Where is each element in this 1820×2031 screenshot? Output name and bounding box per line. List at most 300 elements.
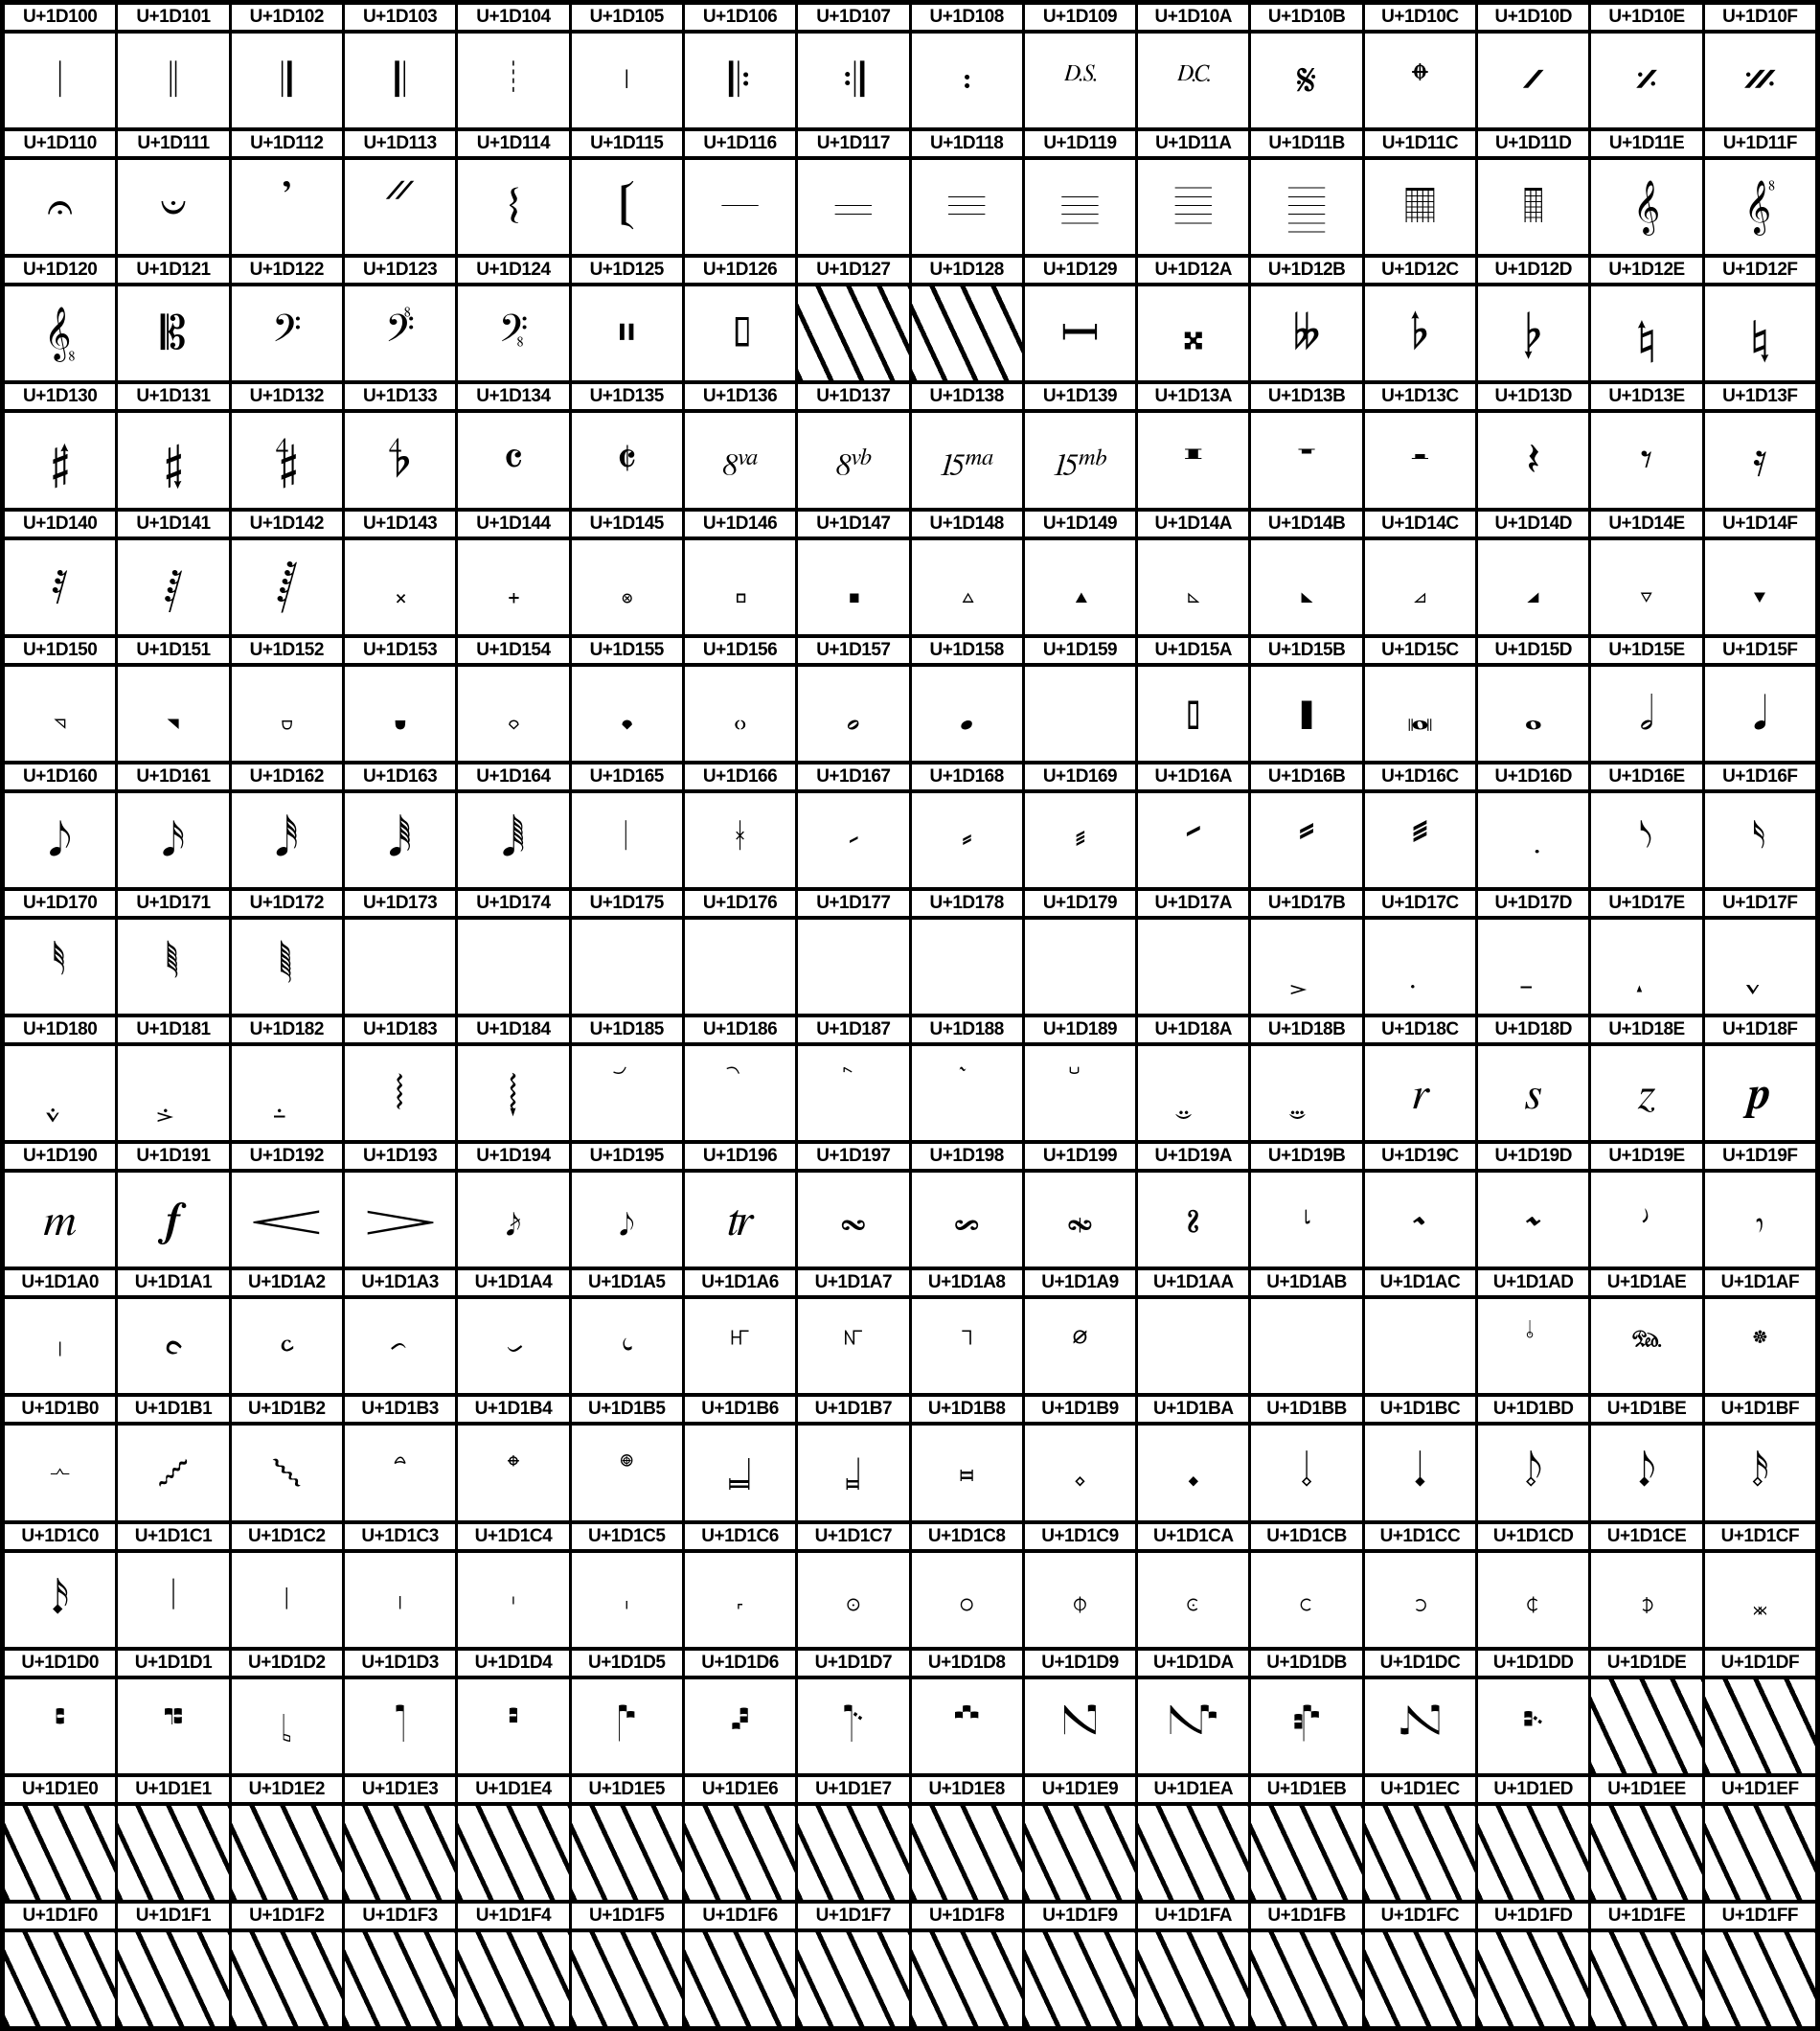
codepoint-header: U+1D1FE	[1591, 1904, 1701, 1928]
glyph-cell: 𝅮	[1591, 793, 1701, 887]
codepoint-header: U+1D12E	[1591, 258, 1701, 283]
codepoint-header: U+1D18F	[1705, 1017, 1815, 1042]
codepoint-header: U+1D1F6	[685, 1904, 795, 1928]
codepoint-header: U+1D180	[5, 1017, 115, 1042]
codepoint-header: U+1D1A3	[345, 1270, 455, 1295]
reserved-cell	[912, 1932, 1022, 2026]
glyph-cell: 𝄪	[1138, 286, 1248, 380]
glyph-cell	[685, 1046, 795, 1140]
codepoint-header: U+1D14B	[1251, 512, 1361, 536]
codepoint-header: U+1D1B5	[572, 1397, 682, 1422]
codepoint-header: U+1D102	[232, 5, 342, 30]
codepoint-header: U+1D1E9	[1025, 1777, 1135, 1802]
reserved-cell	[1138, 1806, 1248, 1900]
glyph-cell: 𝅗	[798, 667, 908, 761]
codepoint-header: U+1D13E	[1591, 384, 1701, 409]
codepoint-header: U+1D187	[798, 1017, 908, 1042]
codepoint-header: U+1D147	[798, 512, 908, 536]
codepoint-header: U+1D17D	[1478, 891, 1588, 916]
codepoint-header: U+1D1EC	[1365, 1777, 1475, 1802]
glyph-cell: 𝅂	[232, 540, 342, 634]
codepoint-header: U+1D128	[912, 258, 1022, 283]
codepoint-header: U+1D1D7	[798, 1651, 908, 1676]
glyph-cell: 𝆝	[1478, 1173, 1588, 1267]
reserved-cell	[1705, 1806, 1815, 1900]
glyph-cell: 𝆕	[572, 1173, 682, 1267]
codepoint-header: U+1D162	[232, 764, 342, 789]
codepoint-header: U+1D100	[5, 5, 115, 30]
codepoint-header: U+1D1ED	[1478, 1777, 1588, 1802]
codepoint-header: U+1D193	[345, 1144, 455, 1169]
codepoint-header: U+1D1A8	[912, 1270, 1022, 1295]
glyph-cell: 𝄰	[5, 413, 115, 507]
codepoint-header: U+1D1AB	[1251, 1270, 1361, 1295]
glyph-cell: 𝅆	[685, 540, 795, 634]
glyph-cell: 𝄸	[912, 413, 1022, 507]
codepoint-header: U+1D192	[232, 1144, 342, 1169]
glyph-cell: 𝄵	[572, 413, 682, 507]
glyph-cell: 𝆌	[1365, 1046, 1475, 1140]
glyph-cell: 𝄣	[345, 286, 455, 380]
glyph-cell: 𝄡	[118, 286, 228, 380]
codepoint-header: U+1D174	[458, 891, 568, 916]
codepoint-header: U+1D1B2	[232, 1397, 342, 1422]
codepoint-header: U+1D105	[572, 5, 682, 30]
glyph-cell: 𝆵	[572, 1426, 682, 1519]
codepoint-header: U+1D1A0	[5, 1270, 115, 1295]
codepoint-header: U+1D1DF	[1705, 1651, 1815, 1676]
codepoint-header: U+1D117	[798, 131, 908, 156]
codepoint-header: U+1D134	[458, 384, 568, 409]
glyph-cell: 𝇆	[685, 1553, 795, 1647]
codepoint-header: U+1D175	[572, 891, 682, 916]
glyph-cell: 𝅒	[232, 667, 342, 761]
codepoint-header: U+1D19D	[1478, 1144, 1588, 1169]
blank-cell	[1365, 1299, 1475, 1393]
glyph-cell: 𝇍	[1478, 1553, 1588, 1647]
codepoint-header: U+1D10B	[1251, 5, 1361, 30]
glyph-cell: 𝅰	[5, 920, 115, 1014]
codepoint-header: U+1D1E7	[798, 1777, 908, 1802]
glyph-cell: 𝅥	[572, 793, 682, 887]
codepoint-header: U+1D17F	[1705, 891, 1815, 916]
codepoint-header: U+1D143	[345, 512, 455, 536]
codepoint-header: U+1D16D	[1478, 764, 1588, 789]
glyph-cell: 𝅔	[458, 667, 568, 761]
codepoint-header: U+1D1DB	[1251, 1651, 1361, 1676]
codepoint-header: U+1D1F4	[458, 1904, 568, 1928]
glyph-cell: 𝆡	[118, 1299, 228, 1393]
glyph-cell: 𝅘𝅥𝅰	[232, 793, 342, 887]
codepoint-header: U+1D141	[118, 512, 228, 536]
codepoint-header: U+1D107	[798, 5, 908, 30]
codepoint-header: U+1D159	[1025, 638, 1135, 663]
codepoint-header: U+1D1C6	[685, 1524, 795, 1549]
codepoint-header: U+1D109	[1025, 5, 1135, 30]
glyph-cell: 𝆄	[458, 1046, 568, 1140]
glyph-cell: 𝆐	[5, 1173, 115, 1267]
reserved-cell	[458, 1932, 568, 2026]
codepoint-header: U+1D1DE	[1591, 1651, 1701, 1676]
glyph-cell: 𝇔	[458, 1679, 568, 1773]
reserved-cell	[232, 1932, 342, 2026]
codepoint-header: U+1D197	[798, 1144, 908, 1169]
glyph-cell: 𝆰	[5, 1426, 115, 1519]
glyph-cell: 𝆔	[458, 1173, 568, 1267]
reserved-cell	[5, 1932, 115, 2026]
glyph-cell: 𝇝	[1478, 1679, 1588, 1773]
glyph-cell: 𝄀	[5, 34, 115, 127]
glyph-cell: 𝄕	[572, 160, 682, 254]
codepoint-header: U+1D1CE	[1591, 1524, 1701, 1549]
codepoint-header: U+1D1D4	[458, 1651, 568, 1676]
codepoint-header: U+1D130	[5, 384, 115, 409]
codepoint-header: U+1D129	[1025, 258, 1135, 283]
glyph-cell: 𝄉	[1025, 34, 1135, 127]
codepoint-header: U+1D188	[912, 1017, 1022, 1042]
glyph-cell: 𝅈	[912, 540, 1022, 634]
blank-cell	[1138, 920, 1248, 1014]
glyph-cell: 𝆺	[1138, 1426, 1248, 1519]
glyph-cell: 𝅪	[1138, 793, 1248, 887]
glyph-cell: 𝆸	[912, 1426, 1022, 1519]
codepoint-header: U+1D1FB	[1251, 1904, 1361, 1928]
glyph-cell: 𝆗	[798, 1173, 908, 1267]
codepoint-header: U+1D179	[1025, 891, 1135, 916]
reserved-cell	[798, 1932, 908, 2026]
codepoint-header: U+1D18B	[1251, 1017, 1361, 1042]
glyph-cell: 𝇁	[118, 1553, 228, 1647]
codepoint-header: U+1D110	[5, 131, 115, 156]
codepoint-header: U+1D1D6	[685, 1651, 795, 1676]
glyph-cell: 𝄢	[232, 286, 342, 380]
reserved-cell	[798, 1806, 908, 1900]
codepoint-header: U+1D11D	[1478, 131, 1588, 156]
glyph-cell: 𝇗	[798, 1679, 908, 1773]
codepoint-header: U+1D19C	[1365, 1144, 1475, 1169]
glyph-cell: 𝅘𝅥𝅯	[118, 793, 228, 887]
reserved-cell	[118, 1932, 228, 2026]
glyph-cell: 𝇃	[345, 1553, 455, 1647]
glyph-cell: 𝆜	[1365, 1173, 1475, 1267]
glyph-cell: 𝅝	[1478, 667, 1588, 761]
blank-cell	[912, 920, 1022, 1014]
codepoint-header: U+1D1A2	[232, 1270, 342, 1295]
codepoint-header: U+1D181	[118, 1017, 228, 1042]
glyph-cell: 𝄈	[912, 34, 1022, 127]
codepoint-header: U+1D1CA	[1138, 1524, 1248, 1549]
codepoint-header: U+1D1AA	[1138, 1270, 1248, 1295]
glyph-cell: 𝇙	[1025, 1679, 1135, 1773]
reserved-cell	[1591, 1932, 1701, 2026]
glyph-cell	[1365, 920, 1475, 1014]
glyph-cell: 𝇈	[912, 1553, 1022, 1647]
codepoint-header: U+1D115	[572, 131, 682, 156]
glyph-cell: 𝄑	[118, 160, 228, 254]
glyph-cell: 𝅌	[1365, 540, 1475, 634]
glyph-cell: 𝅚	[1138, 667, 1248, 761]
glyph-cell: 𝆎	[1591, 1046, 1701, 1140]
codepoint-header: U+1D1A4	[458, 1270, 568, 1295]
glyph-cell: 𝇉	[1025, 1553, 1135, 1647]
codepoint-header: U+1D18D	[1478, 1017, 1588, 1042]
glyph-cell: 𝇛	[1251, 1679, 1361, 1773]
glyph-cell: 𝄚	[1138, 160, 1248, 254]
reserved-cell	[1591, 1679, 1701, 1773]
codepoint-header: U+1D127	[798, 258, 908, 283]
codepoint-header: U+1D149	[1025, 512, 1135, 536]
reserved-cell	[1365, 1932, 1475, 2026]
codepoint-header: U+1D1F0	[5, 1904, 115, 1928]
glyph-cell	[1251, 920, 1361, 1014]
glyph-cell: 𝄌	[1365, 34, 1475, 127]
glyph-cell: 𝅦	[685, 793, 795, 887]
glyph-cell: 𝇑	[118, 1679, 228, 1773]
codepoint-header: U+1D1B1	[118, 1397, 228, 1422]
codepoint-header: U+1D182	[232, 1017, 342, 1042]
glyph-cell: 𝆺𝅥𝅮	[1591, 1426, 1701, 1519]
codepoint-header: U+1D156	[685, 638, 795, 663]
codepoint-header: U+1D112	[232, 131, 342, 156]
codepoint-header: U+1D155	[572, 638, 682, 663]
glyph-cell: 𝆲	[232, 1426, 342, 1519]
codepoint-header: U+1D146	[685, 512, 795, 536]
glyph-cell: 𝆙	[1025, 1173, 1135, 1267]
glyph-cell: 𝇕	[572, 1679, 682, 1773]
codepoint-header: U+1D144	[458, 512, 568, 536]
codepoint-header: U+1D1F3	[345, 1904, 455, 1928]
codepoint-header: U+1D1A1	[118, 1270, 228, 1295]
glyph-cell: 𝅊	[1138, 540, 1248, 634]
blank-cell	[1025, 667, 1135, 761]
blank-cell	[345, 920, 455, 1014]
codepoint-header: U+1D184	[458, 1017, 568, 1042]
codepoint-header: U+1D153	[345, 638, 455, 663]
codepoint-header: U+1D1C0	[5, 1524, 115, 1549]
codepoint-header: U+1D120	[5, 258, 115, 283]
blank-cell	[1138, 1299, 1248, 1393]
codepoint-header: U+1D1FF	[1705, 1904, 1815, 1928]
glyph-cell: 𝄍	[1478, 34, 1588, 127]
codepoint-header: U+1D13C	[1365, 384, 1475, 409]
codepoint-header: U+1D16E	[1591, 764, 1701, 789]
reserved-cell	[118, 1806, 228, 1900]
reserved-cell	[1251, 1806, 1361, 1900]
codepoint-header: U+1D10F	[1705, 5, 1815, 30]
codepoint-header: U+1D191	[118, 1144, 228, 1169]
codepoint-header: U+1D111	[118, 131, 228, 156]
glyph-cell: 𝄊	[1138, 34, 1248, 127]
glyph-cell: 𝇜	[1365, 1679, 1475, 1773]
glyph-cell: 𝆯	[1705, 1299, 1815, 1393]
codepoint-header: U+1D1CB	[1251, 1524, 1361, 1549]
glyph-cell: 𝇅	[572, 1553, 682, 1647]
glyph-cell: 𝆢	[232, 1299, 342, 1393]
glyph-cell: 𝄄	[458, 34, 568, 127]
codepoint-header: U+1D1C3	[345, 1524, 455, 1549]
codepoint-header: U+1D183	[345, 1017, 455, 1042]
glyph-cell: 𝄜	[1365, 160, 1475, 254]
glyph-cell: 𝄝	[1478, 160, 1588, 254]
codepoint-header: U+1D1EF	[1705, 1777, 1815, 1802]
codepoint-header: U+1D1E6	[685, 1777, 795, 1802]
codepoint-header: U+1D1E1	[118, 1777, 228, 1802]
codepoint-header: U+1D151	[118, 638, 228, 663]
codepoint-header: U+1D1E4	[458, 1777, 568, 1802]
glyph-cell: 𝄠	[5, 286, 115, 380]
codepoint-header: U+1D176	[685, 891, 795, 916]
codepoint-header: U+1D1C2	[232, 1524, 342, 1549]
glyph-cell: 𝅗𝅥	[1591, 667, 1701, 761]
codepoint-header: U+1D15C	[1365, 638, 1475, 663]
glyph-cell: 𝅇	[798, 540, 908, 634]
codepoint-header: U+1D1F5	[572, 1904, 682, 1928]
codepoint-header: U+1D199	[1025, 1144, 1135, 1169]
glyph-cell: 𝅖	[685, 667, 795, 761]
codepoint-header: U+1D1FA	[1138, 1904, 1248, 1928]
glyph-cell: 𝄾	[1591, 413, 1701, 507]
codepoint-header: U+1D170	[5, 891, 115, 916]
glyph-cell	[1025, 793, 1135, 887]
glyph-cell: 𝄘	[912, 160, 1022, 254]
codepoint-header: U+1D1B4	[458, 1397, 568, 1422]
codepoint-header: U+1D133	[345, 384, 455, 409]
codepoint-header: U+1D1A9	[1025, 1270, 1135, 1295]
codepoint-header: U+1D17C	[1365, 891, 1475, 916]
codepoint-header: U+1D1CD	[1478, 1524, 1588, 1549]
codepoint-header: U+1D1C8	[912, 1524, 1022, 1549]
blank-cell	[1251, 1299, 1361, 1393]
codepoint-header: U+1D11F	[1705, 131, 1815, 156]
codepoint-header: U+1D136	[685, 384, 795, 409]
codepoint-header: U+1D18A	[1138, 1017, 1248, 1042]
codepoint-header: U+1D114	[458, 131, 568, 156]
glyph-cell: 𝄒	[232, 160, 342, 254]
codepoint-header: U+1D16B	[1251, 764, 1361, 789]
reserved-cell	[345, 1806, 455, 1900]
codepoint-header: U+1D11C	[1365, 131, 1475, 156]
glyph-cell	[798, 793, 908, 887]
glyph-cell: 𝆏	[1705, 1046, 1815, 1140]
codepoint-header: U+1D13B	[1251, 384, 1361, 409]
glyph-cell: 𝅛	[1251, 667, 1361, 761]
codepoint-header: U+1D1C5	[572, 1524, 682, 1549]
blank-cell	[798, 920, 908, 1014]
codepoint-header: U+1D166	[685, 764, 795, 789]
glyph-cell: 𝅘𝅥𝅮	[5, 793, 115, 887]
codepoint-header: U+1D1EE	[1591, 1777, 1701, 1802]
codepoint-header: U+1D1B7	[798, 1397, 908, 1422]
glyph-cell: 𝅜	[1365, 667, 1475, 761]
codepoint-header: U+1D108	[912, 5, 1022, 30]
codepoint-header: U+1D12A	[1138, 258, 1248, 283]
glyph-cell: 𝄹	[1025, 413, 1135, 507]
codepoint-header: U+1D190	[5, 1144, 115, 1169]
codepoint-header: U+1D1B8	[912, 1397, 1022, 1422]
reserved-cell	[1025, 1932, 1135, 2026]
codepoint-header: U+1D119	[1025, 131, 1135, 156]
codepoint-header: U+1D1AD	[1478, 1270, 1588, 1295]
glyph-cell: 𝆺𝅥	[1365, 1426, 1475, 1519]
glyph-cell: 𝅓	[345, 667, 455, 761]
reserved-cell	[1705, 1932, 1815, 2026]
codepoint-header: U+1D124	[458, 258, 568, 283]
glyph-cell: 𝄐	[5, 160, 115, 254]
codepoint-header: U+1D194	[458, 1144, 568, 1169]
codepoint-header: U+1D185	[572, 1017, 682, 1042]
glyph-cell: 𝄿	[1705, 413, 1815, 507]
glyph-cell	[5, 1046, 115, 1140]
codepoint-header: U+1D16C	[1365, 764, 1475, 789]
codepoint-header: U+1D12B	[1251, 258, 1361, 283]
glyph-cell: 𝄥	[572, 286, 682, 380]
codepoint-header: U+1D1D8	[912, 1651, 1022, 1676]
codepoint-header: U+1D16A	[1138, 764, 1248, 789]
glyph-cell: 𝇄	[458, 1553, 568, 1647]
codepoint-header: U+1D11E	[1591, 131, 1701, 156]
codepoint-header: U+1D150	[5, 638, 115, 663]
codepoint-header: U+1D103	[345, 5, 455, 30]
codepoint-header: U+1D1F9	[1025, 1904, 1135, 1928]
glyph-cell: 𝅕	[572, 667, 682, 761]
codepoint-header: U+1D1BC	[1365, 1397, 1475, 1422]
codepoint-header: U+1D1D0	[5, 1651, 115, 1676]
glyph-cell: 𝇋	[1251, 1553, 1361, 1647]
glyph-cell: 𝄇	[798, 34, 908, 127]
blank-cell	[685, 920, 795, 1014]
glyph-cell: 𝄳	[345, 413, 455, 507]
reserved-cell	[1705, 1679, 1815, 1773]
glyph-cell: 𝆓	[345, 1173, 455, 1267]
codepoint-header: U+1D1E3	[345, 1777, 455, 1802]
codepoint-header: U+1D1DA	[1138, 1651, 1248, 1676]
codepoint-header: U+1D1DD	[1478, 1651, 1588, 1676]
glyph-cell: 𝅐	[5, 667, 115, 761]
codepoint-header: U+1D178	[912, 891, 1022, 916]
glyph-cell: 𝄱	[118, 413, 228, 507]
glyph-cell	[1251, 1046, 1361, 1140]
glyph-cell	[1591, 920, 1701, 1014]
glyph-cell: 𝆞	[1591, 1173, 1701, 1267]
codepoint-header: U+1D132	[232, 384, 342, 409]
codepoint-header: U+1D1DC	[1365, 1651, 1475, 1676]
reserved-cell	[1251, 1932, 1361, 2026]
codepoint-header: U+1D16F	[1705, 764, 1815, 789]
codepoint-header: U+1D1D3	[345, 1651, 455, 1676]
codepoint-header: U+1D1BA	[1138, 1397, 1248, 1422]
reserved-cell	[1478, 1932, 1588, 2026]
codepoint-header: U+1D15A	[1138, 638, 1248, 663]
glyph-cell	[912, 1046, 1022, 1140]
codepoint-header: U+1D17B	[1251, 891, 1361, 916]
codepoint-header: U+1D1C7	[798, 1524, 908, 1549]
codepoint-header: U+1D15D	[1478, 638, 1588, 663]
codepoint-header: U+1D177	[798, 891, 908, 916]
codepoint-header: U+1D1D9	[1025, 1651, 1135, 1676]
codepoint-header: U+1D1C1	[118, 1524, 228, 1549]
codepoint-header: U+1D169	[1025, 764, 1135, 789]
glyph-cell: 𝇖	[685, 1679, 795, 1773]
glyph-cell: 𝇌	[1365, 1553, 1475, 1647]
codepoint-header: U+1D1F8	[912, 1904, 1022, 1928]
glyph-cell: 𝄅	[572, 34, 682, 127]
reserved-cell	[912, 286, 1022, 380]
codepoint-header: U+1D11B	[1251, 131, 1361, 156]
codepoint-header: U+1D18E	[1591, 1017, 1701, 1042]
glyph-cell: 𝄯	[1705, 286, 1815, 380]
codepoint-header: U+1D1E8	[912, 1777, 1022, 1802]
reserved-cell	[1478, 1806, 1588, 1900]
